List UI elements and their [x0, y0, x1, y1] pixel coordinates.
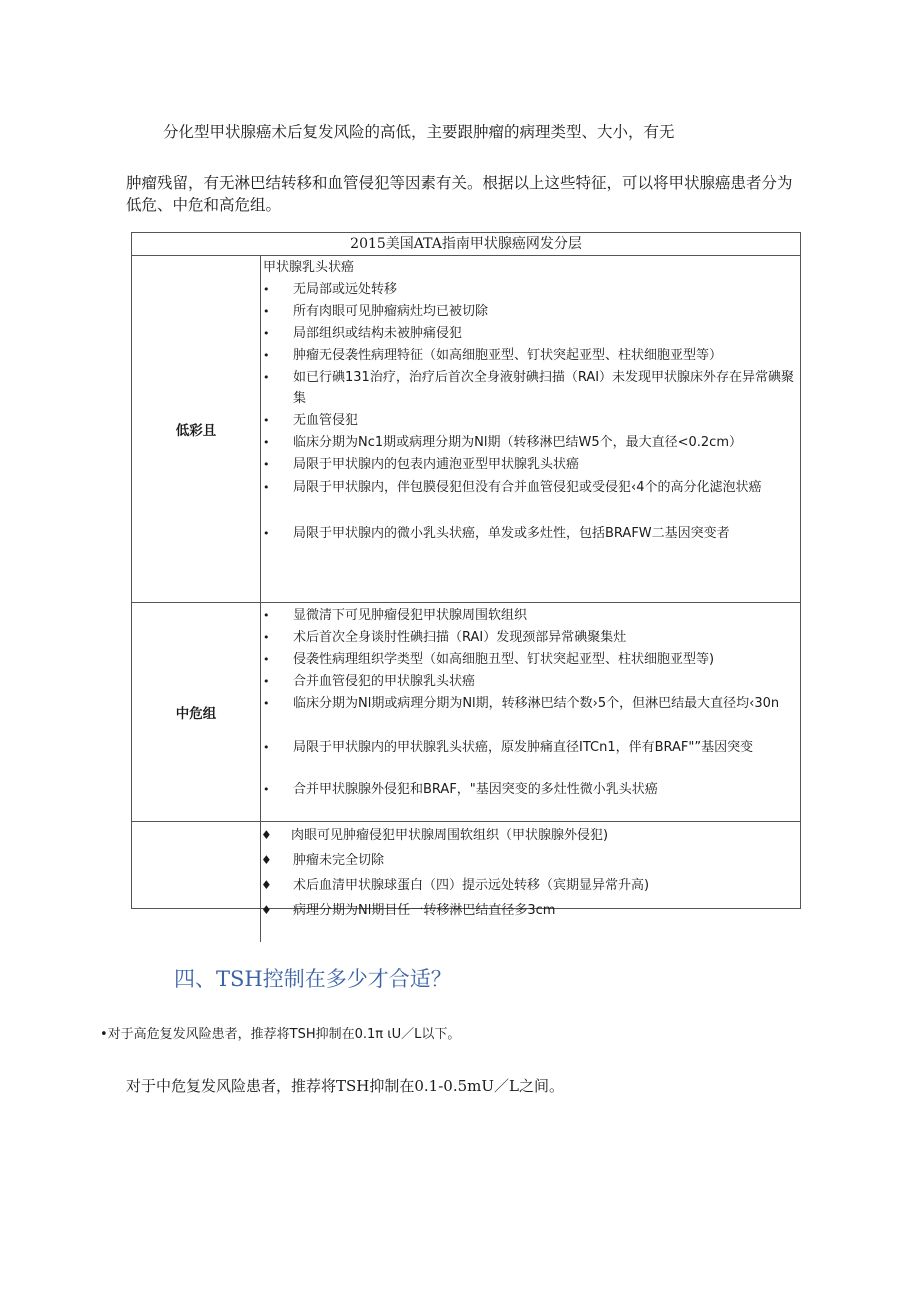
- list-item-text: 无局部或远处转移: [293, 282, 398, 297]
- bullet-icon: •: [263, 741, 270, 754]
- section-heading-tsh: 四、TSH控制在多少才合适？: [174, 967, 452, 991]
- list-item-text: 局限于甲状腺内的甲状腺乳头状癌，原发肿痛直径ITCn1，伴有BRAF"”基因突变: [293, 740, 754, 755]
- mid-risk-criteria: [261, 603, 800, 821]
- table-row-low-risk: [132, 255, 800, 603]
- bullet-icon: •: [263, 283, 270, 296]
- diamond-bullet-icon: ♦: [261, 878, 272, 892]
- table-title: 2015美国ATA指南甲状腺癌网发分层: [132, 233, 800, 256]
- bullet-icon: •: [263, 653, 270, 666]
- bullet-icon: •: [263, 436, 270, 449]
- list-item-text: 显微清下可见肿瘤侵犯甲状腺周围软组织: [293, 608, 528, 623]
- list-item-text: 合并甲状腺腺外侵犯和BRAF，"基因突变的多灶性微小乳头状癌: [293, 782, 658, 797]
- category-label-low: 低彩且: [132, 255, 261, 602]
- list-item-text: 临床分期为Nl期或病理分期为Nl期，转移淋巴结个数›5个，但淋巴结最大直径均‹30n: [293, 696, 780, 711]
- list-item-text: 合并血管侵犯的甲状腺乳头状癌: [293, 674, 476, 689]
- bullet-icon: •: [263, 371, 270, 384]
- list-item-text: 局部组织或结构未被肿痛侵犯: [293, 326, 463, 341]
- low-risk-criteria: [261, 255, 800, 602]
- diamond-bullet-icon: ♦: [261, 828, 272, 842]
- bullet-icon: •: [263, 349, 270, 362]
- list-item-text: 所有肉眼可见肿瘤病灶均已被切除: [293, 304, 489, 319]
- bullet-icon: •: [263, 631, 270, 644]
- mid-risk-tsh-recommendation: 对于中危复发风险患者，推荐将TSH抑制在0.1-0.5mU／L之间。: [126, 1077, 564, 1095]
- list-item-text: 肉眼可见肿瘤侵犯甲状腺周围软组织（甲状腺腺外侵犯): [291, 828, 609, 843]
- table-row-high-risk: [132, 822, 800, 942]
- diamond-bullet-icon: ♦: [261, 903, 272, 917]
- bullet-icon: •: [263, 783, 270, 796]
- bullet-icon: •: [263, 481, 270, 494]
- list-item-text: 侵袭性病理组织学类型（如高细胞丑型、钉状突起亚型、柱状细胞亚型等): [293, 652, 715, 667]
- bullet-icon: •: [263, 527, 270, 540]
- category-label-mid: 中危组: [132, 603, 261, 821]
- bullet-icon: •: [263, 458, 270, 471]
- bullet-icon: •: [263, 609, 270, 622]
- bullet-icon: •: [263, 675, 270, 688]
- category-label-high: [132, 822, 261, 942]
- diamond-bullet-icon: ♦: [261, 853, 272, 867]
- intro-paragraph-line1: 分化型甲状腺癌术后复发风险的高低，主要跟肿瘤的病理类型、大小，有无: [163, 123, 675, 141]
- bullet-icon: •: [263, 305, 270, 318]
- bullet-icon: •: [263, 697, 270, 710]
- list-item-text: 病理分期为Nl期目任一转移淋巴结直径多3cm: [293, 903, 556, 918]
- list-item-text: 术后首次全身谈肘性碘扫描（RAI）发现颈部异常碘聚集灶: [293, 630, 627, 645]
- intro-paragraph-line2: 肿瘤残留，有无淋巴结转移和血管侵犯等因素有关。根据以上这些特征，可以将甲状腺癌患者分为低危、中危和高危组。: [126, 174, 793, 214]
- list-item-text: 肿瘤未完全切除: [293, 853, 385, 868]
- list-item-text: 局限于甲状腺内，伴包膜侵犯但没有合并血管侵犯或受侵犯‹4个的高分化滤泡状癌: [293, 480, 762, 495]
- list-item-text: 术后血清甲状腺球蛋白（四）提示远处转移（宾期显异常升高): [293, 878, 650, 893]
- table-row-mid-risk: [132, 603, 800, 822]
- list-item-text: 如已行碘131治疗，治疗后首次全身液射碘扫描（RAI）未发现甲状腺床外存在异常碘聚集: [293, 370, 795, 406]
- low-risk-subtitle: 甲状腺乳头状癌: [263, 260, 355, 275]
- list-item-text: 无血管侵犯: [293, 413, 359, 428]
- high-risk-tsh-recommendation: •对于高危复发风险患者，推荐将TSH抑制在0.1π ιU／L以下。: [100, 1027, 461, 1042]
- list-item-text: 肿瘤无侵袭性病理特征（如高细胞亚型、钉状突起亚型、柱状细胞亚型等）: [293, 348, 723, 363]
- bullet-icon: •: [263, 327, 270, 340]
- bullet-icon: •: [263, 414, 270, 427]
- high-risk-criteria: [261, 822, 800, 942]
- risk-stratification-table: [131, 232, 801, 918]
- list-item-text: 临床分期为Nc1期或病理分期为Nl期（转移淋巴结W5个，最大直径<0.2cm）: [293, 435, 742, 450]
- list-item-text: 局限于甲状腺内的微小乳头状癌，单发或多灶性，包括BRAFW二基因突变者: [293, 526, 730, 541]
- list-item-text: 局限于甲状腺内的包表内逋泡亚型甲状腺乳头状癌: [293, 457, 580, 472]
